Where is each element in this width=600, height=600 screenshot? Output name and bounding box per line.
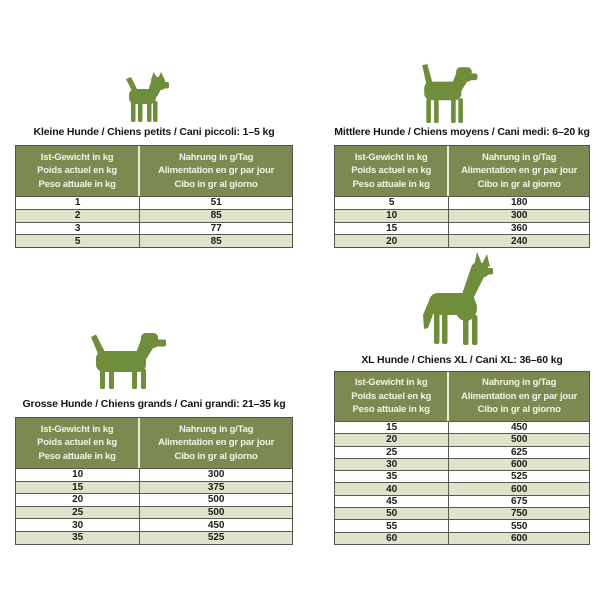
weight-cell: 15 — [16, 482, 140, 494]
table-header — [16, 146, 292, 196]
weight-cell: 35 — [16, 532, 140, 544]
food-amount-cell: 500 — [207, 494, 225, 506]
table-row — [335, 482, 589, 494]
header-line: Alimentation en gr par jour — [158, 165, 275, 177]
food-amount-cell: 450 — [207, 519, 225, 531]
section-title-large: Grosse Hunde / Chiens grands / Cani grandi: 21–35 kg — [22, 398, 286, 410]
weight-cell: 30 — [335, 459, 449, 470]
food-amount-cell: 77 — [210, 222, 222, 234]
table-row — [16, 506, 292, 519]
header-line: Ist-Gewicht in kg — [40, 151, 114, 163]
table-row — [335, 234, 589, 247]
feeding-table-large — [15, 417, 293, 545]
xl-dog-icon — [414, 250, 494, 348]
weight-cell: 55 — [335, 520, 449, 531]
food-amount-cell: 600 — [510, 483, 528, 495]
section-title-medium: Mittlere Hunde / Chiens moyens / Cani medi: 6–20 kg — [334, 126, 590, 138]
header-line: Peso attuale in kg — [352, 178, 430, 190]
weight-cell: 5 — [335, 197, 449, 209]
table-row — [335, 433, 589, 445]
weight-cell: 30 — [16, 519, 140, 531]
table-row — [16, 234, 292, 247]
header-line: Alimentation en gr par jour — [158, 437, 275, 449]
food-amount-cell: 600 — [510, 459, 528, 471]
weight-cell: 40 — [335, 483, 449, 494]
table-row — [335, 222, 589, 235]
food-amount-cell: 240 — [510, 235, 528, 247]
table-header — [16, 418, 292, 468]
table-row — [16, 209, 292, 222]
table-row — [16, 468, 292, 481]
header-line: Cibo in gr al giorno — [174, 178, 258, 190]
weight-cell: 20 — [16, 494, 140, 506]
header-line: Peso attuale in kg — [352, 404, 430, 416]
weight-column-header — [335, 372, 449, 421]
header-line: Ist-Gewicht in kg — [354, 377, 428, 389]
weight-column-header — [335, 146, 449, 196]
weight-cell: 10 — [335, 210, 449, 222]
table-row — [335, 458, 589, 470]
table-row — [16, 222, 292, 235]
food-amount-cell: 675 — [510, 495, 528, 507]
header-line: Nahrung in g/Tag — [178, 423, 254, 435]
table-body — [335, 196, 589, 247]
food-amount-cell: 450 — [510, 422, 528, 434]
header-line: Cibo in gr al giorno — [477, 404, 561, 416]
food-amount-cell: 51 — [210, 197, 222, 209]
table-header — [335, 146, 589, 196]
table-row — [335, 507, 589, 519]
food-amount-cell: 500 — [510, 434, 528, 446]
table-row — [335, 209, 589, 222]
small-dog-icon — [125, 72, 169, 124]
header-line: Alimentation en gr par jour — [461, 165, 578, 177]
food-amount-cell: 750 — [510, 508, 528, 520]
table-body — [335, 421, 589, 544]
weight-cell: 2 — [16, 210, 140, 222]
food-amount-cell: 180 — [510, 197, 528, 209]
food-amount-cell: 600 — [510, 532, 528, 544]
weight-cell: 15 — [335, 223, 449, 235]
section-title-xl: XL Hunde / Chiens XL / Cani XL: 36–60 kg — [361, 354, 563, 366]
header-line: Poids actuel en kg — [351, 390, 432, 402]
weight-cell: 3 — [16, 223, 140, 235]
food-amount-cell: 85 — [210, 210, 222, 222]
food-amount-cell: 375 — [207, 481, 225, 493]
header-line: Peso attuale in kg — [38, 450, 116, 462]
feeding-table-small — [15, 145, 293, 248]
weight-cell: 20 — [335, 235, 449, 247]
food-amount-cell: 525 — [510, 471, 528, 483]
weight-cell: 45 — [335, 496, 449, 507]
feeding-table-xl — [334, 371, 590, 545]
weight-column-header — [16, 146, 140, 196]
food-column-header — [449, 146, 589, 196]
food-amount-cell: 300 — [207, 469, 225, 481]
food-amount-cell: 500 — [207, 507, 225, 519]
header-line: Nahrung in g/Tag — [482, 377, 557, 389]
food-amount-cell: 525 — [207, 532, 225, 544]
header-line: Peso attuale in kg — [38, 178, 116, 190]
table-body — [16, 196, 292, 247]
table-row — [335, 196, 589, 209]
header-line: Cibo in gr al giorno — [174, 450, 258, 462]
weight-cell: 5 — [16, 235, 140, 247]
table-row — [16, 481, 292, 494]
feeding-table-medium — [334, 145, 590, 248]
section-title-small: Kleine Hunde / Chiens petits / Cani piccoli: 1–5 kg — [33, 126, 275, 138]
table-row — [335, 532, 589, 544]
weight-cell: 35 — [335, 471, 449, 482]
header-line: Poids actuel en kg — [351, 165, 432, 177]
table-row — [16, 493, 292, 506]
food-column-header — [140, 418, 292, 468]
table-body — [16, 468, 292, 544]
table-row — [335, 421, 589, 433]
weight-cell: 10 — [16, 469, 140, 481]
food-column-header — [449, 372, 589, 421]
header-line: Nahrung in g/Tag — [482, 151, 557, 163]
weight-cell: 15 — [335, 422, 449, 433]
table-row — [16, 518, 292, 531]
weight-cell: 60 — [335, 533, 449, 544]
table-row — [335, 446, 589, 458]
weight-cell: 50 — [335, 508, 449, 519]
table-header — [335, 372, 589, 421]
large-dog-icon — [90, 326, 168, 390]
weight-cell: 1 — [16, 197, 140, 209]
header-line: Ist-Gewicht in kg — [40, 423, 114, 435]
header-line: Poids actuel en kg — [37, 437, 117, 449]
table-row — [335, 470, 589, 482]
food-amount-cell: 300 — [510, 210, 528, 222]
weight-cell: 25 — [335, 447, 449, 458]
table-row — [335, 495, 589, 507]
header-line: Nahrung in g/Tag — [178, 151, 254, 163]
header-line: Poids actuel en kg — [37, 165, 117, 177]
table-row — [335, 519, 589, 531]
food-amount-cell: 550 — [510, 520, 528, 532]
food-amount-cell: 360 — [510, 222, 528, 234]
header-line: Ist-Gewicht in kg — [354, 151, 428, 163]
weight-cell: 25 — [16, 507, 140, 519]
table-row — [16, 531, 292, 544]
weight-column-header — [16, 418, 140, 468]
food-column-header — [140, 146, 292, 196]
medium-dog-icon — [420, 60, 478, 124]
weight-cell: 20 — [335, 434, 449, 445]
table-row — [16, 196, 292, 209]
food-amount-cell: 85 — [210, 235, 222, 247]
food-amount-cell: 625 — [510, 446, 528, 458]
header-line: Alimentation en gr par jour — [461, 390, 578, 402]
header-line: Cibo in gr al giorno — [477, 178, 561, 190]
